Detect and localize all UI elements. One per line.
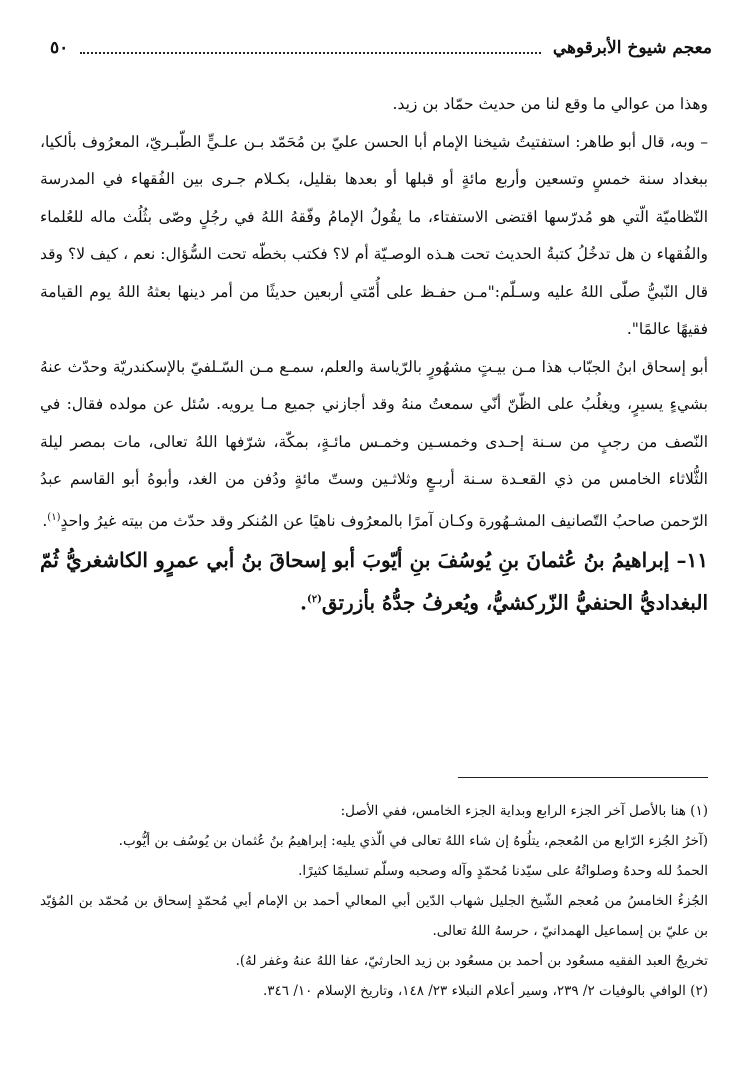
footnote-ref[interactable]: (١) bbox=[47, 511, 61, 523]
entry-end-mark: . bbox=[300, 590, 307, 615]
footnote: (٢) الوافي بالوفيات ٢/ ٢٣٩، وسير أعلام النبلاء ٢٣/ ١٤٨، وتاريخ الإسلام ١٠/ ٣٤٦. bbox=[262, 983, 708, 999]
header-dot-leader bbox=[80, 42, 541, 54]
footnote: (آخرُ الجُزء الرّابع من المُعجم، يتلُوهُ إن شاء اللهُ تعالى في الّذي يليه: إبراهيمُ بنُ عُثمان بن يُوسُف بن أيُّوب. bbox=[118, 833, 708, 849]
paragraph: – وبه، قال أبو طاهر: استفتيتُ شيخنا الإمام أبا الحسن عليّ بن مُحَمّد بـن علـيٍّ الطّبـريّ، المعرُوف بألكيا، ببغداد سنة خمسٍ وتسعين وأربع مائةٍ أو قبلها أو بعدها بقليل، بكـلام جـرى بين الفُقهاء في المدرسة النّظاميّة الّتي هو مُدرّسها اقتضى الاستفتاء، ما يقُولُ الإمامُ وفّقهُ اللهُ في رجُلٍ وصّى بثُلُث ماله للعُلماء والفُقهاء ن هل تدخُلُ كتبةُ الحديث تحت هـذه الوصـيّة أم لا؟ فكتب بخطّه تحت السُّؤال: نعم ، كيف لا؟ وقد قال النّبيُّ صلّى اللهُ عليه وسـلّم:"مـن حفـظ على أُمّتي أربعين حديثًا من أمر دينها بعثهُ اللهُ يوم القيامة فقيهًا عالمًا". bbox=[40, 132, 708, 338]
page-number: ٥٠ bbox=[50, 38, 69, 58]
paragraph: وهذا من عوالي ما وقع لنا من حديث حمّاد بن زيد. bbox=[392, 95, 708, 113]
paragraph: أبو إسحاق ابنُ الجبّاب هذا مـن بيـتٍ مشهُورٍ بالرّياسة والعلم، سمـع مـن السّـلفيّ بالإسكندريّة وحدّث عنهُ بشيءٍ يسيرٍ، ويغلُبُ على الظّنّ أنّي سمعتُ منهُ وقد أجازني جميع مـا يرويه. سُئل عن مولده فقال: في النّصف من رجبٍ من سـنة إحـدى وخمسـين وخمـس مائـةٍ، بمكّة، شرّفها اللهُ تعالى، مات بمصر ليلة الثُّلاثاء الخامس من ذي القعـدة سـنة أربـعٍ وثلاثـين وستّ مائةٍ ودُفن من الغد، وأبوهُ أبو القاسم عبدُ الرّحمن صاحبُ التّصانيف المشـهُورة وكـان آمرًا بالمعرُوف ناهيًا عن المُنكر وقد حدّث من بيته غيرُ واحدٍ$^{(١)}$. bbox=[40, 357, 708, 530]
book-title: معجم شيوخ الأبرقوهي bbox=[552, 38, 712, 58]
paragraph-text: أبو إسحاق ابنُ الجبّاب هذا مـن بيـتٍ مشهُورٍ بالرّياسة والعلم، سمـع مـن السّـلفيّ بالإسكندريّة وحدّث عنهُ بشيءٍ يسيرٍ، ويغلُبُ على الظّنّ أنّي سمعتُ منهُ وقد أجازني جميع مـا يرويه. سُئل عن مولده فقال: في النّصف من رجبٍ من سـنة إحـدى وخمسـين وخمـس مائـةٍ، بمكّة، شرّفها اللهُ تعالى، مات بمصر ليلة الثُّلاثاء الخامس من ذي القعـدة سـنة أربـعٍ وثلاثـين وستّ مائةٍ ودُفن من الغد، وأبوهُ أبو القاسم عبدُ الرّحمن صاحبُ التّصانيف المشـهُورة وكـان آمرًا بالمعرُوف ناهيًا عن المُنكر وقد حدّث من بيته غيرُ واحدٍ bbox=[40, 357, 708, 530]
footnotes bbox=[40, 796, 708, 1006]
footnote-ref[interactable]: (٢) bbox=[306, 594, 322, 606]
footnote: الحمدُ لله وحدهُ وصلواتُهُ على سيّدنا مُحمّدٍ وآله وصحبه وسلّم تسليمًا كثيرًا. bbox=[298, 863, 708, 879]
main-text bbox=[40, 86, 708, 623]
footnote-separator bbox=[458, 777, 708, 778]
footnote: تخريجُ العبد الفقيه مسعُود بن أحمد بن مسعُود بن زيد الحارثيّ، عفا اللهُ عنهُ وغفر لهُ). bbox=[235, 953, 708, 969]
running-header bbox=[50, 30, 712, 66]
entry-heading bbox=[40, 540, 708, 623]
footnote: (١) هنا بالأصل آخر الجزء الرابع وبداية الجزء الخامس، ففي الأصل: bbox=[340, 803, 708, 819]
footnote: الجُزءُ الخامسُ من مُعجم الشّيخ الجليل شهاب الدّين أبي المعالي أحمد بن الإمام أبي مُحمّدٍ إسحاق بن مُحمّد بن المُؤيّد بن عليّ بن إسماعيل الهمدانيّ ، حرسهُ اللهُ تعالى. bbox=[40, 893, 708, 939]
entry-heading-text: ١١– إبراهيمُ بنُ عُثمانَ بنِ يُوسُفَ بنِ أيّوبَ أبو إسحاقَ بنُ أبي عمرٍو الكاشغريُّ ثُمّ البغداديُّ الحنفيُّ الزّركشيُّ، ويُعرفُ جدُّهُ بأزرتق bbox=[40, 548, 708, 615]
